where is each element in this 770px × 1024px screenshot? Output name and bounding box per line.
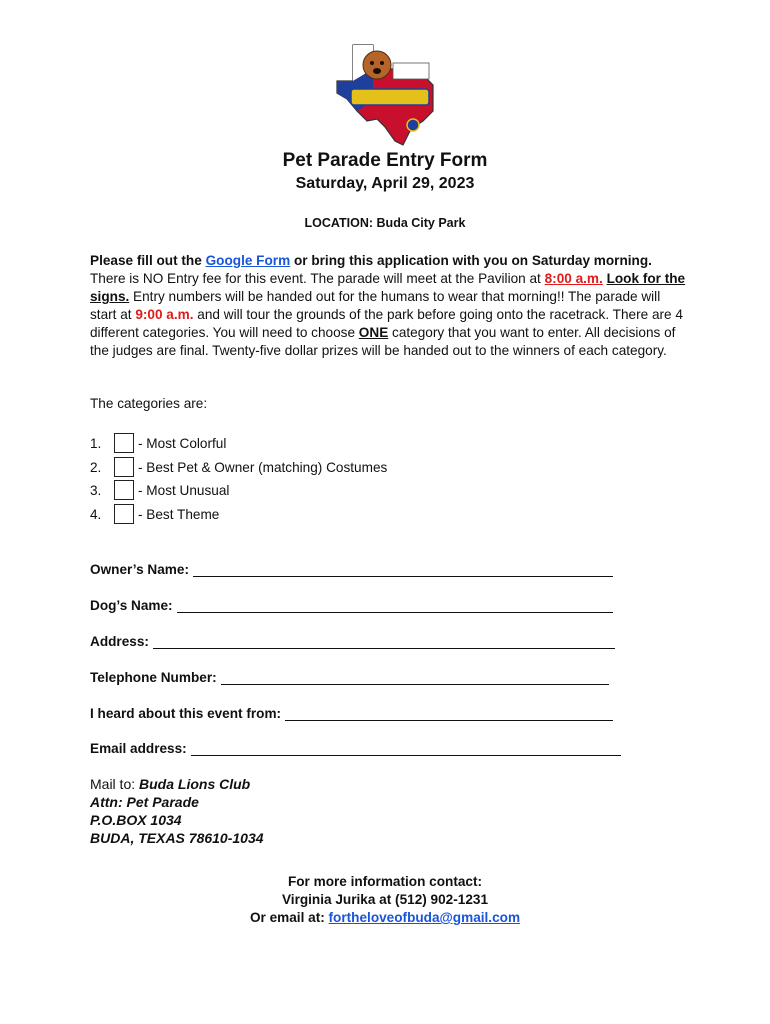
referral-input[interactable] <box>285 706 613 721</box>
mail-line: Attn: Pet Parade <box>90 794 199 810</box>
field-label: Dog’s Name: <box>90 598 173 613</box>
category-label: - Best Pet & Owner (matching) Costumes <box>138 459 388 475</box>
lions-club-texas-logo <box>333 41 441 151</box>
field-label: I heard about this event from: <box>90 706 282 721</box>
dog-name-input[interactable] <box>177 598 613 613</box>
category-number: 1. <box>90 435 102 451</box>
category-item <box>90 479 229 501</box>
intro-text: and will tour the grounds of the park before going onto the racetrack. There are 4 different categories. You will need to choose <box>90 307 683 340</box>
intro-text: or bring this application with you on Saturday morning. <box>290 253 652 268</box>
dog-name-field <box>90 598 613 613</box>
category-item <box>90 432 226 454</box>
categories-label: The categories are: <box>90 396 208 411</box>
field-label: Owner’s Name: <box>90 562 189 577</box>
contact-info <box>0 873 770 927</box>
field-label: Telephone Number: <box>90 670 217 685</box>
contact-email-link[interactable]: fortheloveofbuda@gmail.com <box>328 910 521 925</box>
intro-text: category that you want to enter. All decisions of the judges are final. Twenty-five dollar prizes will be handed out to the winners of each category. <box>90 325 676 358</box>
telephone-input[interactable] <box>221 670 609 685</box>
intro-text: Entry numbers will be handed out for the humans to wear that morning!! The parade will start at <box>90 289 661 322</box>
one-emphasis: ONE <box>358 325 389 340</box>
category-item <box>90 503 219 525</box>
mailing-address <box>90 775 264 847</box>
category-checkbox[interactable] <box>114 504 134 524</box>
intro-text: There is NO Entry fee for this event. The parade will meet at the Pavilion at <box>90 271 545 286</box>
texas-map-icon <box>333 41 441 151</box>
category-label: - Best Theme <box>138 506 220 522</box>
category-checkbox[interactable] <box>114 480 134 500</box>
category-number: 4. <box>90 506 102 522</box>
address-input[interactable] <box>153 634 615 649</box>
category-checkbox[interactable] <box>114 433 134 453</box>
field-label: Email address: <box>90 741 187 756</box>
event-date: Saturday, April 29, 2023 <box>295 175 475 192</box>
category-checkbox[interactable] <box>114 457 134 477</box>
category-label: - Most Unusual <box>138 482 230 498</box>
mail-line: Buda Lions Club <box>139 776 251 792</box>
telephone-field <box>90 670 609 685</box>
category-number: 2. <box>90 459 102 475</box>
referral-field <box>90 706 613 721</box>
mail-line: BUDA, TEXAS 78610-1034 <box>90 830 264 846</box>
meet-time: 8:00 a.m. <box>544 271 603 286</box>
email-input[interactable] <box>191 741 621 756</box>
intro-paragraph <box>90 252 690 360</box>
contact-email-label: Or email at: <box>249 910 329 925</box>
category-label: - Most Colorful <box>138 435 227 451</box>
mail-line: P.O.BOX 1034 <box>90 812 182 828</box>
owner-name-field <box>90 562 613 577</box>
category-item <box>90 456 387 478</box>
field-label: Address: <box>90 634 149 649</box>
category-number: 3. <box>90 482 102 498</box>
google-form-link[interactable]: Google Form <box>205 253 291 268</box>
mail-label: Mail to: <box>90 776 140 792</box>
page-title: Pet Parade Entry Form <box>282 150 488 171</box>
contact-phone: Virginia Jurika at (512) 902-1231 <box>281 892 489 907</box>
start-time: 9:00 a.m. <box>135 307 194 322</box>
intro-text: Please fill out the <box>90 253 206 268</box>
email-field <box>90 741 621 756</box>
address-field <box>90 634 615 649</box>
look-for-signs: Look for the signs. <box>90 271 686 304</box>
owner-name-input[interactable] <box>193 562 613 577</box>
event-location: LOCATION: Buda City Park <box>304 216 466 230</box>
contact-heading: For more information contact: <box>287 874 483 889</box>
